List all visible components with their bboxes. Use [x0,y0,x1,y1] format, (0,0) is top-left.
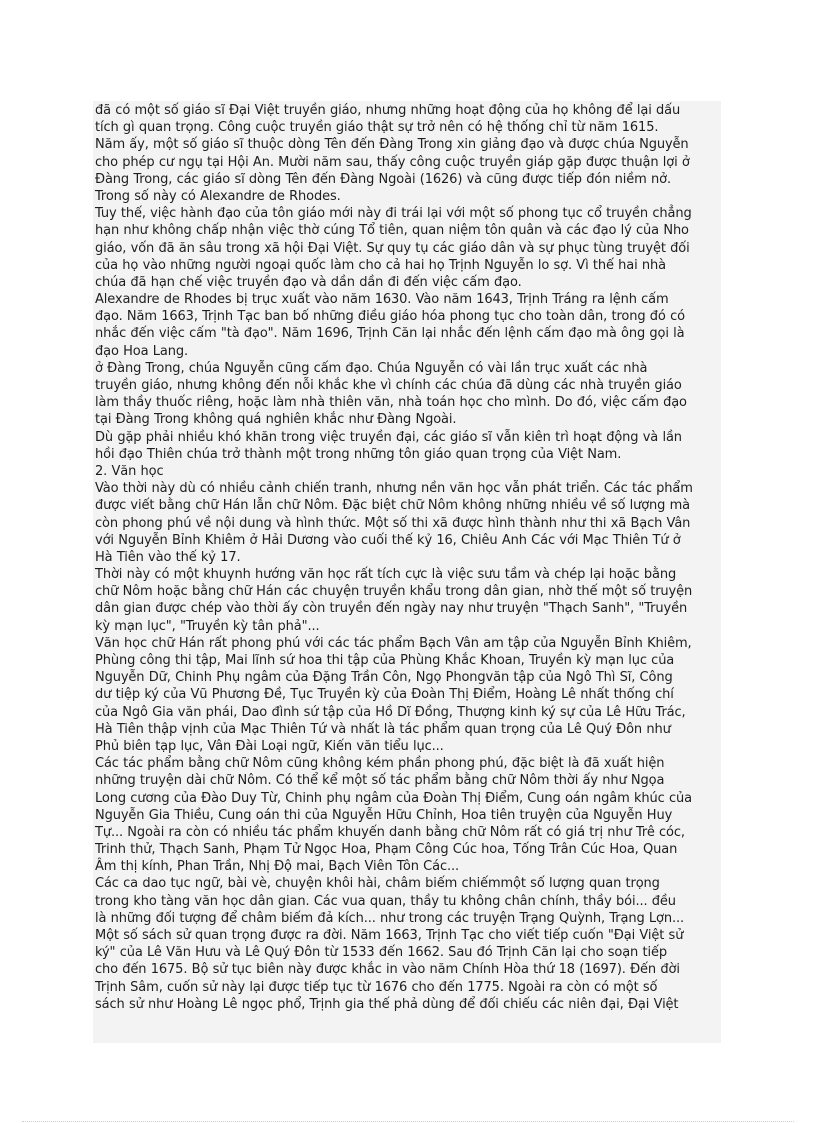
text-line: những truyện dài chữ Nôm. Có thể kể một số tác phẩm bằng chữ Nôm thời ấy như Ngọa [95,773,665,789]
text-line: giáo, vốn đã ăn sâu trong xã hội Đại Việt. Sự quy tụ các giáo dân và sự phục tùng truyệt đối [95,240,690,256]
text-line: chữ Nôm hoặc bằng chữ Hán các chuyện truyền khẩu trong dân gian, nhờ thế một số truyện [95,584,693,600]
text-line: Tự... Ngoài ra còn có nhiều tác phẩm khuyến danh bằng chữ Nôm rất có giá trị như Trê cóc, [95,824,685,840]
text-line: cho đến 1675. Bộ sử tục biên này được khắc in vào năm Chính Hòa thứ 18 (1697). Đến đời [95,962,680,978]
text-line: là những đối tượng để châm biếm đả kích... như trong các truyện Trạng Quỳnh, Trạng Lợn... [95,910,685,926]
text-line: Trinh thử, Thạch Sanh, Phạm Tử Ngọc Hoa, Phạm Công Cúc hoa, Tống Trân Cúc Hoa, Quan [95,842,678,858]
text-line: làm thầy thuốc riêng, hoặc làm nhà thiên văn, nhà toán học cho mình. Do đó, việc cấm đạo [95,395,687,411]
text-line: đã có một số giáo sĩ Đại Việt truyền giáo, nhưng những hoạt động của họ không để lại dấu [95,103,681,118]
document-text-block [93,101,721,1043]
text-line: còn phong phú về nội dung và hình thức. Một số thi xã được hình thành như thi xã Bạch Vân [95,515,691,531]
text-line: hồi đạo Thiên chúa trở thành một trong những tôn giáo quan trọng của Việt Nam. [95,446,622,462]
text-line: Các tác phẩm bằng chữ Nôm cũng không kém phần phong phú, đặc biệt là đã xuất hiện [95,756,665,772]
text-line: Các ca dao tục ngữ, bài vè, chuyện khôi hài, châm biếm chiếmmột số lượng quan trọng [95,876,660,892]
text-line: kỳ mạn lục", "Truyền kỳ tân phả"... [95,618,320,634]
text-line: tích gì quan trọng. Công cuộc truyền giáo thật sự trở nên có hệ thống chỉ từ năm 1615. [95,120,659,136]
text-line: dư tiệp ký của Vũ Phương Đề, Tục Truyền kỳ của Đoàn Thị Điểm, Hoàng Lê nhất thống chí [95,687,674,703]
text-line: Đàng Trong, các giáo sĩ dòng Tên đến Đàng Ngoài (1626) và cũng được tiếp đón niềm nở. [95,171,671,187]
text-line: đạo Hoa Lang. [95,343,189,359]
text-line: Nguyễn Gia Thiều, Cung oán thi của Nguyễn Hữu Chỉnh, Hoa tiên truyện của Nguyễn Huy [95,807,673,823]
text-line: Trịnh Sâm, cuốn sử này lại được tiếp tục từ 1676 cho đến 1775. Ngoài ra còn có một số [95,979,658,995]
text-line: Hà Tiên vào thế kỷ 17. [95,549,241,565]
text-line: Văn học chữ Hán rất phong phú với các tác phẩm Bạch Vân am tập của Nguyễn Bỉnh Khiêm, [95,635,692,651]
text-line: của Ngô Gia văn phái, Dao đình sứ tập của Hồ Dĩ Đồng, Thượng kinh ký sự của Lê Hữu Trác, [95,704,686,720]
text-line: Nguyễn Dữ, Chinh Phụ ngâm của Đặng Trần Côn, Ngọ Phongvăn tập của Ngô Thì Sĩ, Công [95,670,673,686]
text-line: được viết bằng chữ Hán lẫn chữ Nôm. Đặc biệt chữ Nôm không những nhiều về số lượng mà [95,498,691,514]
text-line: truyền giáo, nhưng không đến nỗi khắc khe vì chính các chúa đã dùng các nhà truyền giáo [95,378,682,393]
text-line: Một số sách sử quan trọng được ra đời. Năm 1663, Trịnh Tạc cho viết tiếp cuốn "Đại Việt sử [95,928,684,943]
page-bottom-divider [22,1121,794,1122]
text-line: Phùng công thi tập, Mai lĩnh sứ hoa thi tập của Phùng Khắc Khoan, Truyền kỳ mạn lục của [95,653,675,668]
text-line: Vào thời này dù có nhiều cảnh chiến tranh, nhưng nền văn học vẫn phát triển. Các tác phẩm [95,481,693,497]
text-line: Dù gặp phải nhiều khó khăn trong việc truyền đại, các giáo sĩ vẫn kiên trì hoạt động và lần [95,429,682,445]
text-line: dân gian được chép vào thời ấy còn truyền đến ngày nay như truyện "Thạch Sanh", "Truyền [95,601,688,617]
text-line: nhắc đến việc cấm "tà đạo". Năm 1696, Trịnh Căn lại nhắc đến lệnh cấm đạo mà ông gọi là [95,326,685,342]
text-line: Phủ biên tạp lục, Vân Đài Loại ngữ, Kiến văn tiểu lục... [95,738,444,754]
text-line: ký" của Lê Văn Hưu và Lê Quý Đôn từ 1533 đến 1662. Sau đó Trịnh Căn lại cho soạn tiếp [95,945,667,961]
text-line: ở Đàng Trong, chúa Nguyễn cũng cấm đạo. Chúa Nguyễn có vài lần trục xuất các nhà [95,360,648,376]
text-line: tại Đàng Trong không quá nghiên khắc như Đàng Ngoài. [95,412,457,428]
text-line: của họ vào những người ngoại quốc làm cho cả hai họ Trịnh Nguyễn lo sợ. Vì thế hai nhà [95,257,667,273]
text-line: Năm ấy, một số giáo sĩ thuộc dòng Tên đến Đàng Trong xin giảng đạo và được chúa Nguyễn [95,137,689,153]
text-line: trong kho tàng văn học dân gian. Các vua quan, thầy tu không chân chính, thầy bói... đều [95,893,676,909]
text-line: cho phép cư ngụ tại Hội An. Mười năm sau, thấy công cuộc truyền giáp gặp được thuận lợi ở [95,154,690,170]
text-line: đạo. Năm 1663, Trịnh Tạc ban bố những điều giáo hóa phong tục cho toàn dân, trong đó có [95,309,685,325]
text-line: Long cương của Đào Duy Từ, Chinh phụ ngâm của Đoàn Thị Điểm, Cung oán ngâm khúc của [95,790,692,806]
text-line: Tuy thế, việc hành đạo của tôn giáo mới này đi trái lại với một số phong tục cổ truyền chẳng [95,206,692,222]
text-line [95,1013,721,1030]
text-line: chúa đã hạn chế việc truyền đạo và dần dần đi đến việc cấm đạo. [95,274,522,290]
text-line: Thời này có một khuynh hướng văn học rất tích cực là việc sưu tầm và chép lại hoặc bằng [95,567,677,583]
section-heading: 2. Văn học [95,463,164,479]
text-line: Hà Tiên thập vịnh của Mạc Thiên Tứ và nhất là tác phẩm quan trọng của Lê Quý Đôn như [95,721,671,737]
text-line: hạn như không chấp nhận việc thờ cúng Tổ tiên, quan niệm tôn quân và các đạo lý của Nho [95,223,689,239]
text-line: với Nguyễn Bỉnh Khiêm ở Hải Dương vào cuối thế kỷ 16, Chiêu Anh Các với Mạc Thiên Tứ ở [95,532,681,548]
text-line: sách sử như Hoàng Lê ngọc phổ, Trịnh gia thế phả dùng để đối chiếu các niên đại, Đại Việt [95,996,679,1012]
text-line: Trong số này có Alexandre de Rhodes. [95,188,341,204]
text-line: Âm thị kính, Phan Trần, Nhị Độ mai, Bạch Viên Tôn Các... [95,859,460,875]
text-line: Alexandre de Rhodes bị trục xuất vào năm 1630. Vào năm 1643, Trịnh Tráng ra lệnh cấm [95,292,669,308]
